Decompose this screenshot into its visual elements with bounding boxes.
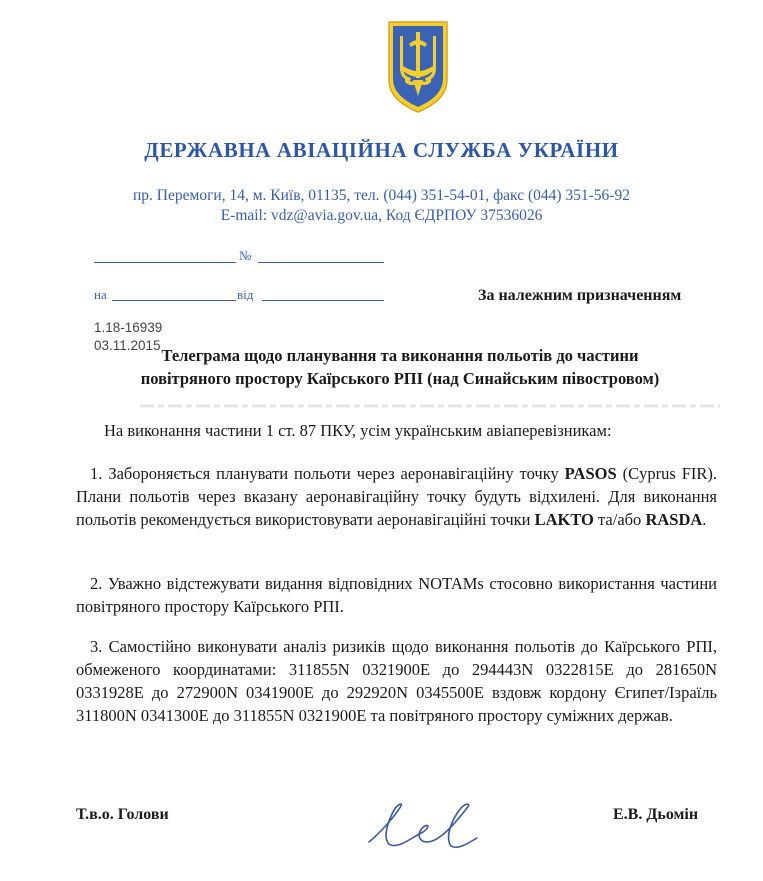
waypoint-pasos: PASOS xyxy=(564,464,617,483)
signatory-name: Е.В. Дьомін xyxy=(613,806,699,823)
on-label: на xyxy=(94,287,107,302)
waypoint-rasda: RASDA xyxy=(645,510,703,529)
stamp-reg-number: 1.18-16939 xyxy=(94,320,163,335)
show-through-artifact xyxy=(140,402,720,410)
coat-of-arms-emblem xyxy=(385,18,451,114)
document-heading xyxy=(80,344,720,390)
number-label: № xyxy=(239,248,252,263)
outgoing-date-field xyxy=(94,262,236,263)
addressee: За належним призначенням xyxy=(478,287,682,304)
contacts-line: E-mail: vdz@avia.gov.ua, Код ЄДРПОУ 37536026 xyxy=(220,207,543,224)
intro-text: На виконання частини 1 ст. 87 ПКУ, усім українським авіаперевізникам: xyxy=(104,421,612,440)
address-line: пр. Перемоги, 14, м. Київ, 01135, тел. (044) 351-54-01, факс (044) 351-56-92 xyxy=(133,187,630,204)
handwritten-signature xyxy=(363,798,483,852)
waypoint-lakto: LAKTO xyxy=(534,510,594,529)
stamp-date: 03.11.2015 xyxy=(94,338,161,353)
signatory-position: Т.в.о. Голови xyxy=(76,806,169,823)
incoming-number-field xyxy=(112,300,236,301)
paragraph-3: 3. Самостійно виконувати аналіз ризиків щодо виконання польотів до Каїрського РПІ, обмеженого координатами: 311855N 0321900E до 294443N 0322815E до 281650N 0331928E до 272900N 0341900E до 292920N 0345500E вздовж кордону Єгипет/Ізраїль 311800N 0341300E до 311855N 0321900E та повітряного простору суміжних держав. xyxy=(76,637,717,725)
from-label: від xyxy=(237,287,254,302)
heading-line-2: повітряного простору Каїрського РПІ (над Синайським півостровом) xyxy=(140,369,660,388)
outgoing-number-field xyxy=(258,262,384,263)
paragraph-1: 1. Забороняється планувати польоти через аеронавігаційну точку PASOS (Cyprus FIR). Плани польотів через вказану аеронавігаційну точку будуть відхилені. Для виконання польотів рекомендується використовувати аеронавігаційні точки LAKTO та/або RASDA. xyxy=(76,464,717,529)
organization-name: ДЕРЖАВНА АВІАЦІЙНА СЛУЖБА УКРАЇНИ xyxy=(144,138,619,162)
heading-line-1: Телеграма щодо планування та виконання польотів до частини xyxy=(161,346,639,365)
paragraph-2: 2. Уважно відстежувати видання відповідних NOTAMs стосовно використання частини повітряного простору Каїрського РПІ. xyxy=(76,574,717,616)
incoming-date-field xyxy=(262,300,384,301)
